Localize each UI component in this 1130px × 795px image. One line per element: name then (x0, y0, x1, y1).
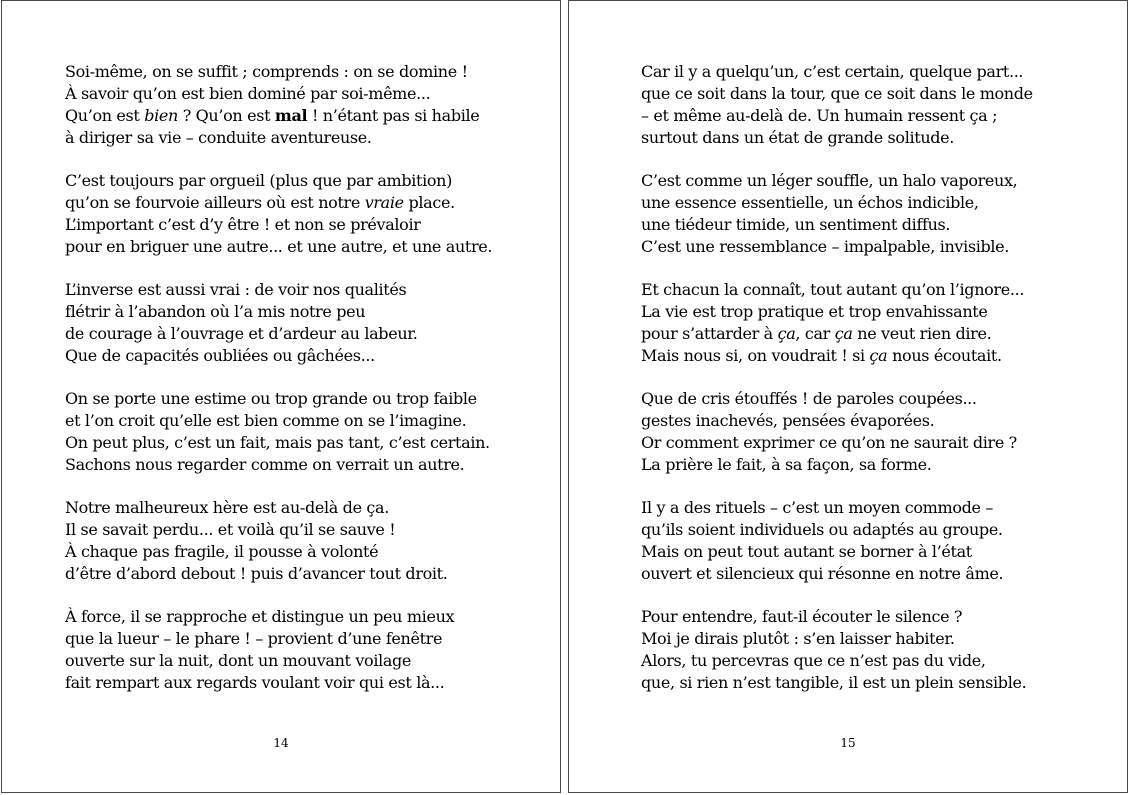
poem-text-right (641, 61, 1111, 715)
poem-line: C’est une ressemblance – impalpable, invisible. (641, 237, 1010, 256)
stanza (641, 497, 1111, 585)
poem-line: pour en briguer une autre... et une autre, et une autre. (65, 237, 493, 256)
text-segment: ? Qu’on est (177, 106, 275, 125)
text-segment: place. (403, 193, 455, 212)
text-segment: Qu’on est (65, 106, 145, 125)
text-segment: , car (795, 324, 835, 343)
poem-line: de courage à l’ouvrage et d’ardeur au labeur. (65, 324, 418, 343)
page-number-left: 14 (273, 736, 289, 750)
text-segment: Mais nous si, on voudrait ! si (641, 346, 870, 365)
stanza (65, 606, 535, 694)
poem-line: La vie est trop pratique et trop envahissante (641, 302, 988, 321)
stanza (65, 61, 535, 149)
poem-line: gestes inachevés, pensées évaporées. (641, 411, 935, 430)
stanza (641, 61, 1111, 149)
poem-line: d’être d’abord debout ! puis d’avancer tout droit. (65, 564, 448, 583)
italic-text: ça (834, 324, 853, 343)
poem-line: une essence essentielle, un échos indicible, (641, 193, 979, 212)
right-page (568, 0, 1128, 793)
poem-line: Notre malheureux hère est au-delà de ça. (65, 498, 389, 517)
poem-line: Il y a des rituels – c’est un moyen commode – (641, 498, 994, 517)
poem-line: Soi-même, on se suffit ; comprends : on se domine ! (65, 62, 468, 81)
poem-line: surtout dans un état de grande solitude. (641, 128, 955, 147)
poem-line: ouvert et silencieux qui résonne en notre âme. (641, 564, 1004, 583)
poem-line: ouverte sur la nuit, dont un mouvant voilage (65, 651, 412, 670)
poem-line: On se porte une estime ou trop grande ou trop faible (65, 389, 477, 408)
poem-line: Car il y a quelqu’un, c’est certain, quelque part... (641, 62, 1024, 81)
text-segment: qu’on se fourvoie ailleurs où est notre (65, 193, 365, 212)
text-segment: ne veut rien dire. (852, 324, 992, 343)
poem-line: que, si rien n’est tangible, il est un plein sensible. (641, 673, 1027, 692)
poem-line (641, 323, 1111, 345)
italic-text: vraie (364, 193, 404, 212)
poem-line: Pour entendre, faut-il écouter le silence ? (641, 607, 963, 626)
italic-text: bien (144, 106, 178, 125)
poem-line (65, 105, 535, 127)
poem-line: La prière le fait, à sa façon, sa forme. (641, 455, 932, 474)
poem-line: Que de cris étouffés ! de paroles coupées... (641, 389, 977, 408)
poem-line (641, 345, 1111, 367)
page-number-right: 15 (840, 736, 856, 750)
poem-line: À chaque pas fragile, il pousse à volonté (65, 542, 379, 561)
italic-text: ça (869, 346, 888, 365)
poem-text-left (65, 61, 535, 715)
poem-line: Que de capacités oubliées ou gâchées... (65, 346, 375, 365)
stanza (65, 497, 535, 585)
poem-line: L’important c’est d’y être ! et non se prévaloir (65, 215, 421, 234)
poem-line: que ce soit dans la tour, que ce soit dans le monde (641, 84, 1033, 103)
poem-line: Mais on peut tout autant se borner à l’état (641, 542, 972, 561)
poem-line: à diriger sa vie – conduite aventureuse. (65, 128, 372, 147)
stanza (65, 388, 535, 476)
poem-line: On peut plus, c’est un fait, mais pas tant, c’est certain. (65, 433, 490, 452)
poem-line: L’inverse est aussi vrai : de voir nos qualités (65, 280, 407, 299)
poem-line: flétrir à l’abandon où l’a mis notre peu (65, 302, 366, 321)
poem-line: Alors, tu percevras que ce n’est pas du vide, (641, 651, 986, 670)
stanza (641, 170, 1111, 258)
poem-line (65, 192, 535, 214)
poem-line: Et chacun la connaît, tout autant qu’on l’ignore... (641, 280, 1025, 299)
stanza (641, 388, 1111, 476)
poem-line: – et même au-delà de. Un humain ressent ça ; (641, 106, 998, 125)
poem-line: et l’on croit qu’elle est bien comme on se l’imagine. (65, 411, 467, 430)
poem-line: Or comment exprimer ce qu’on ne saurait dire ? (641, 433, 1017, 452)
text-segment: nous écoutait. (887, 346, 1002, 365)
poem-line: C’est comme un léger souffle, un halo vaporeux, (641, 171, 1018, 190)
text-segment: pour s’attarder à (641, 324, 778, 343)
italic-text: ça (777, 324, 796, 343)
bold-text: mal (274, 106, 308, 125)
poem-line: Moi je dirais plutôt : s’en laisser habiter. (641, 629, 955, 648)
stanza (65, 279, 535, 367)
stanza (641, 279, 1111, 367)
poem-line: À force, il se rapproche et distingue un peu mieux (65, 607, 455, 626)
poem-line: que la lueur – le phare ! – provient d’une fenêtre (65, 629, 443, 648)
poem-line: Il se savait perdu... et voilà qu’il se sauve ! (65, 520, 396, 539)
stanza (641, 606, 1111, 694)
stanza (65, 170, 535, 258)
text-segment: ! n’étant pas si habile (307, 106, 480, 125)
poem-line: Sachons nous regarder comme on verrait un autre. (65, 455, 465, 474)
poem-line: À savoir qu’on est bien dominé par soi-même... (65, 84, 431, 103)
poem-line: fait rempart aux regards voulant voir qui est là... (65, 673, 445, 692)
left-page (1, 0, 561, 793)
poem-line: C’est toujours par orgueil (plus que par ambition) (65, 171, 452, 190)
poem-line: une tiédeur timide, un sentiment diffus. (641, 215, 951, 234)
poem-line: qu’ils soient individuels ou adaptés au groupe. (641, 520, 1003, 539)
